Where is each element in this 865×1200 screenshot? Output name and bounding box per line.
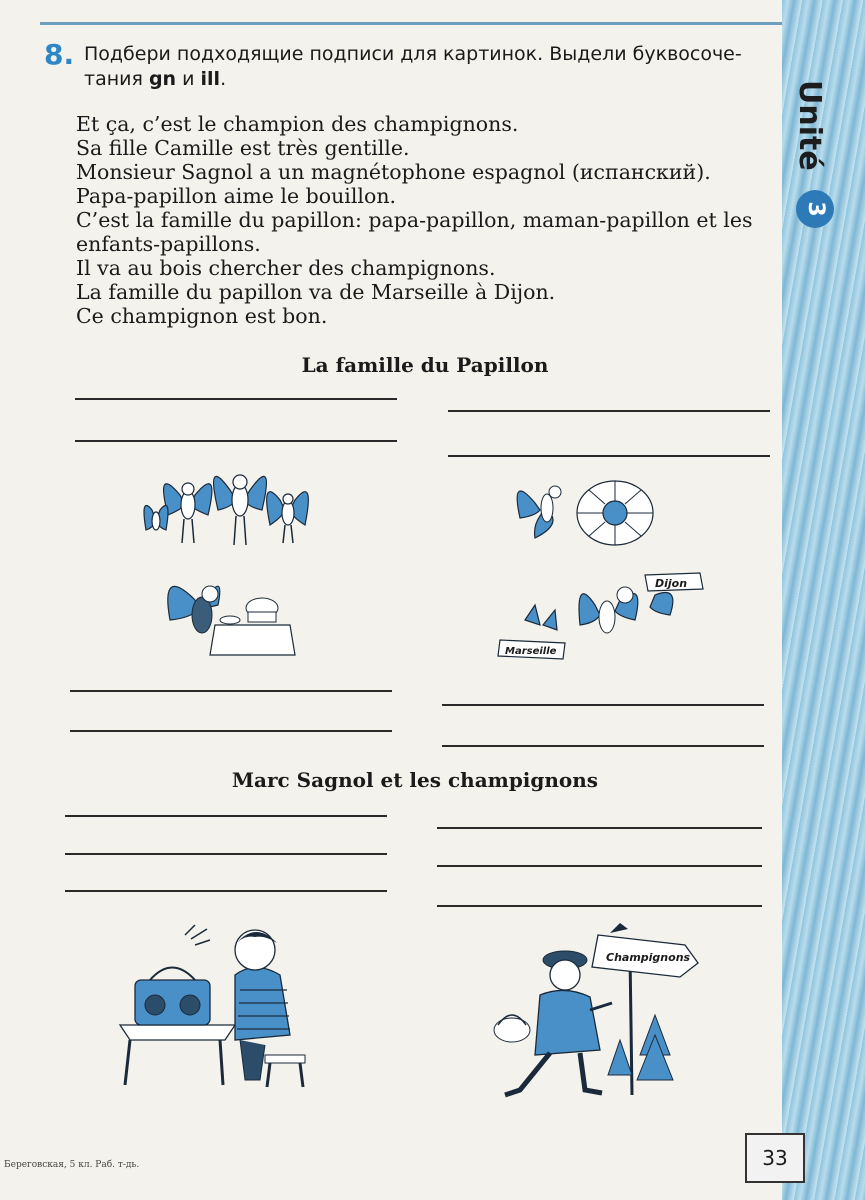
answer-line[interactable] <box>448 410 770 412</box>
sentence: Et ça, c’est le champion des champignons. <box>76 112 519 136</box>
section-title: Marc Sagnol et les champignons <box>231 768 599 792</box>
sentence: Il va au bois chercher des champignons. <box>76 256 496 280</box>
answer-line[interactable] <box>70 730 392 732</box>
journey-illustration <box>495 565 715 665</box>
sentence-list <box>76 112 786 328</box>
answer-line[interactable] <box>437 865 762 867</box>
unit-tab <box>790 70 838 250</box>
exercise-instruction <box>84 42 774 92</box>
answer-line[interactable] <box>70 690 392 692</box>
section-title: La famille du Papillon <box>301 353 549 377</box>
answer-line[interactable] <box>75 440 397 442</box>
instruction-part: Подбери подходящие подписи для картинок. Выдели буквосоче- <box>84 43 742 65</box>
answer-line[interactable] <box>437 905 762 907</box>
instruction-part: и <box>176 68 201 90</box>
butterfly-flower-illustration <box>505 468 655 558</box>
exercise-number: 8. <box>44 38 75 71</box>
page-number: 33 <box>745 1133 805 1183</box>
instruction-part: тания <box>84 68 149 90</box>
sign-champignons: Champignons <box>606 951 691 964</box>
sentence: Sa fille Camille est très gentille. <box>76 136 410 160</box>
answer-line[interactable] <box>437 827 762 829</box>
sentence: La famille du papillon va de Marseille à Dijon. <box>76 280 556 304</box>
unit-label: Unité <box>792 80 827 171</box>
man-tape-recorder-illustration <box>115 915 325 1090</box>
butterfly-family-illustration <box>140 455 320 555</box>
letter-combination-ill: ill <box>200 68 221 90</box>
answer-line[interactable] <box>65 890 387 892</box>
answer-line[interactable] <box>442 745 764 747</box>
answer-line[interactable] <box>448 455 770 457</box>
man-mushroom-sign-illustration <box>480 915 705 1105</box>
footer-note: Береговская, 5 кл. Раб. т-дь. <box>4 1160 140 1170</box>
sign-marseille: Marseille <box>505 646 557 657</box>
sentence: Papa-papillon aime le bouillon. <box>76 184 397 208</box>
unit-number: 3 <box>796 190 834 228</box>
sentence: Monsieur Sagnol a un magnétophone espagnol (испанский). <box>76 160 711 184</box>
letter-combination-gn: gn <box>148 68 177 90</box>
answer-line[interactable] <box>75 398 397 400</box>
answer-line[interactable] <box>65 853 387 855</box>
answer-line[interactable] <box>442 704 764 706</box>
butterfly-soup-illustration <box>150 560 300 660</box>
sentence: Ce champignon est bon. <box>76 304 328 328</box>
sentence: C’est la famille du papillon: papa-papillon, maman-papillon et les enfants-papillons. <box>76 208 753 256</box>
answer-line[interactable] <box>65 815 387 817</box>
sign-dijon: Dijon <box>655 577 688 590</box>
top-rule <box>40 22 782 25</box>
instruction-part: . <box>220 68 227 90</box>
